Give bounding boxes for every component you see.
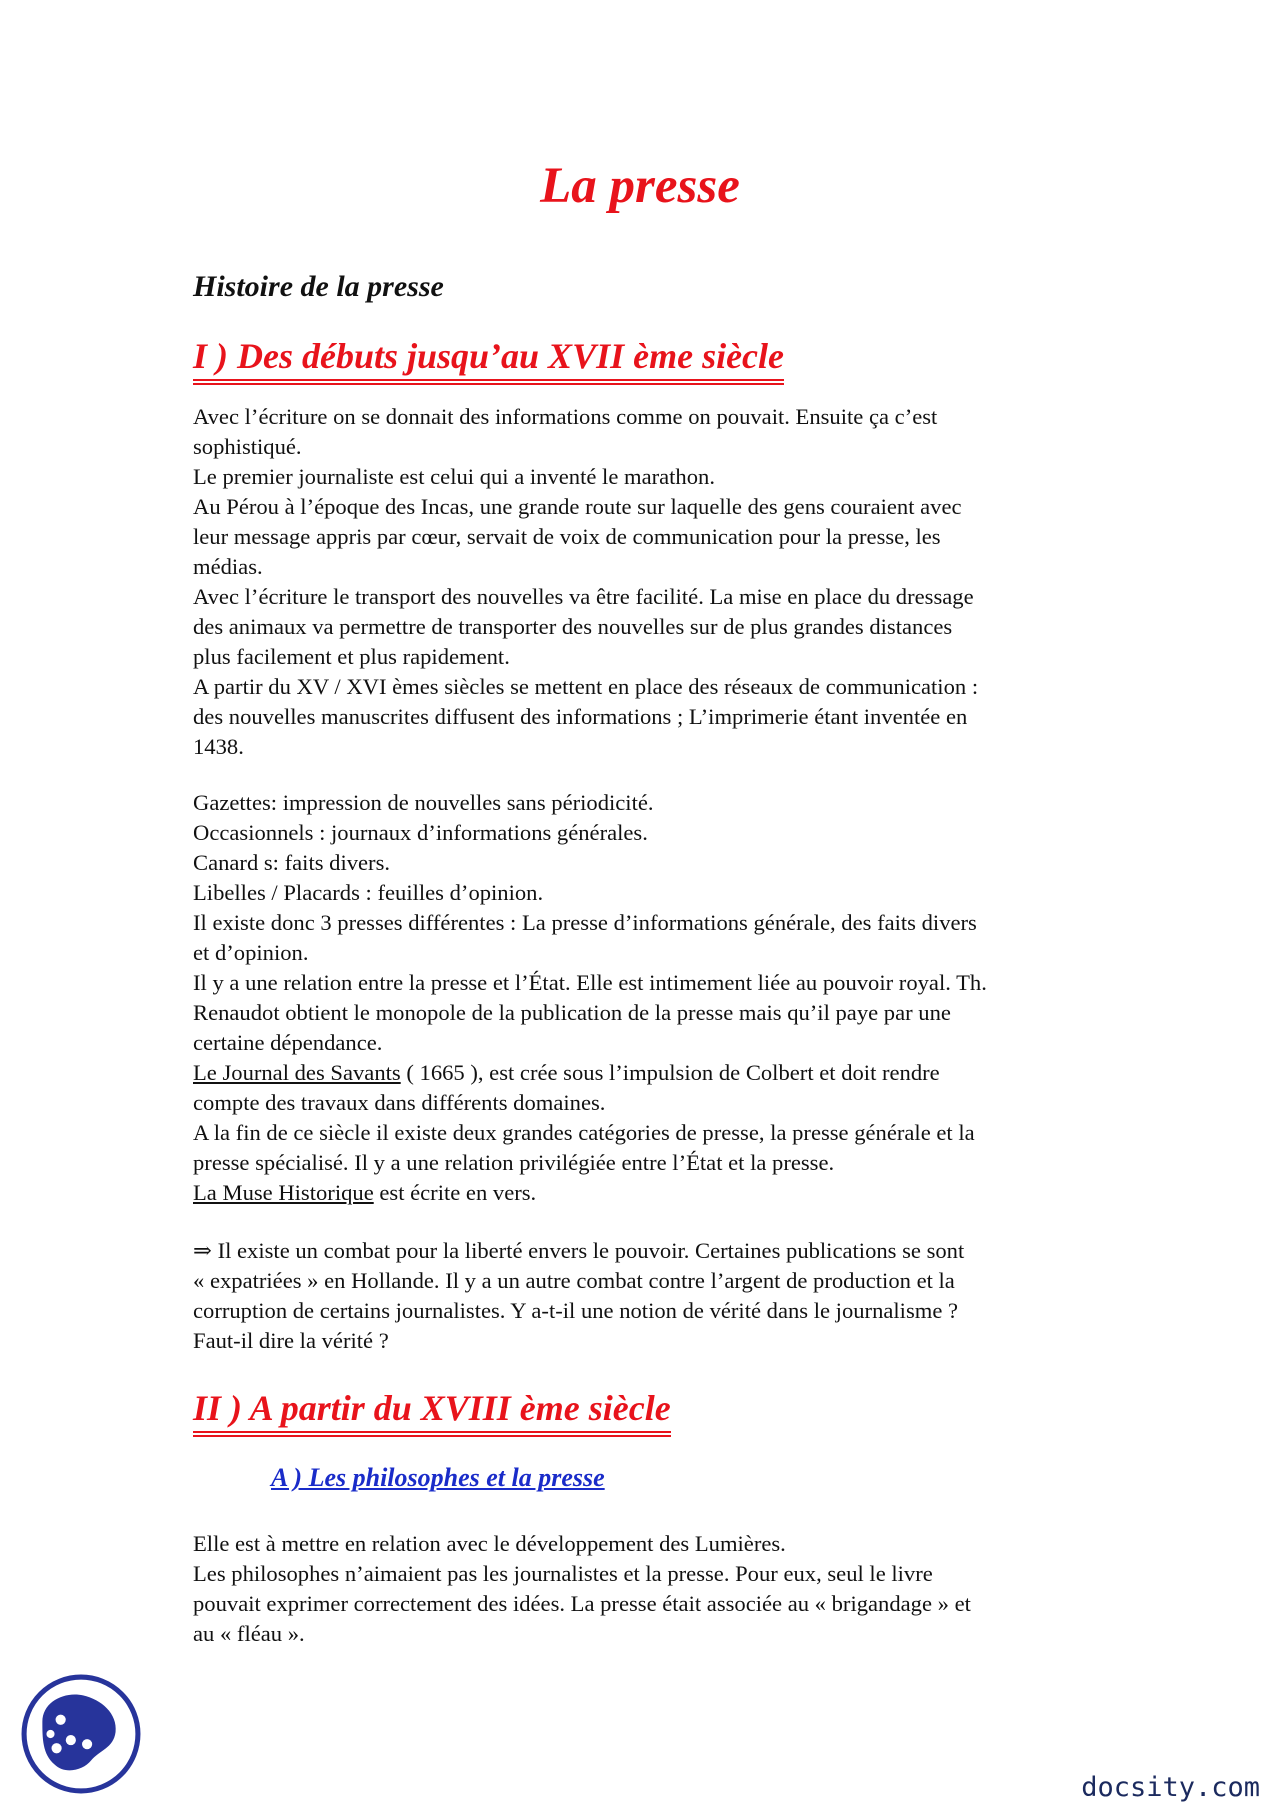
text-line: certaine dépendance.	[193, 1030, 383, 1055]
text-line: Il existe donc 3 presses différentes : La presse d’informations générale, des faits divers	[193, 910, 977, 935]
text-line: sophistiqué.	[193, 434, 302, 459]
section-2-paragraph-1	[193, 1529, 1103, 1649]
text-line: Faut-il dire la vérité ?	[193, 1328, 389, 1353]
text-line: pouvait exprimer correctement des idées. La presse était associée au « brigandage » et	[193, 1591, 971, 1616]
text-line: Au Pérou à l’époque des Incas, une grande route sur laquelle des gens couraient avec	[193, 494, 962, 519]
text-line: A la fin de ce siècle il existe deux grandes catégories de presse, la presse générale et la	[193, 1120, 975, 1145]
text-line: Le premier journaliste est celui qui a inventé le marathon.	[193, 464, 715, 489]
text-line: au « fléau ».	[193, 1621, 305, 1646]
section-1-paragraph-3	[193, 1236, 1103, 1356]
journal-des-savants-text: ( 1665 ), est crée sous l’impulsion de Colbert et doit rendre	[400, 1060, 940, 1085]
text-line: corruption de certains journalistes. Y a-t-il une notion de vérité dans le journalisme ?	[193, 1298, 959, 1323]
text-line: Les philosophes n’aimaient pas les journalistes et la presse. Pour eux, seul le livre	[193, 1561, 933, 1586]
text-line: Il y a une relation entre la presse et l’État. Elle est intimement liée au pouvoir royal. Th.	[193, 970, 987, 995]
docsity-logo-icon[interactable]	[20, 1673, 142, 1795]
document-title: La presse	[540, 158, 740, 214]
text-line: des animaux va permettre de transporter des nouvelles sur de plus grandes distances	[193, 614, 953, 639]
section-2-subheading: A ) Les philosophes et la presse	[271, 1463, 605, 1492]
text-line: Canard s: faits divers.	[193, 850, 391, 875]
section-1-paragraph-2	[193, 788, 1103, 1208]
text-line: compte des travaux dans différents domaines.	[193, 1090, 606, 1115]
text-line: Avec l’écriture on se donnait des informations comme on pouvait. Ensuite ça c’est	[193, 404, 938, 429]
section-1-heading: I ) Des débuts jusqu’au XVII ème siècle	[193, 334, 784, 381]
section-1-paragraph-1	[193, 402, 1103, 762]
text-line: des nouvelles manuscrites diffusent des informations ; L’imprimerie étant inventée en	[193, 704, 968, 729]
text-line: médias.	[193, 554, 263, 579]
text-line: Elle est à mettre en relation avec le développement des Lumières.	[193, 1531, 786, 1556]
text-line: 1438.	[193, 734, 244, 759]
muse-historique-text: est écrite en vers.	[373, 1180, 537, 1205]
text-line: Occasionnels : journaux d’informations générales.	[193, 820, 648, 845]
text-line: A partir du XV / XVI èmes siècles se mettent en place des réseaux de communication :	[193, 674, 979, 699]
text-line: presse spécialisé. Il y a une relation privilégiée entre l’État et la presse.	[193, 1150, 835, 1175]
text-line: leur message appris par cœur, servait de voix de communication pour la presse, les	[193, 524, 941, 549]
text-line	[193, 1178, 1103, 1208]
text-line: Gazettes: impression de nouvelles sans périodicité.	[193, 790, 654, 815]
document-subtitle: Histoire de la presse	[193, 270, 444, 303]
text-line: plus facilement et plus rapidement.	[193, 644, 510, 669]
text-line: Renaudot obtient le monopole de la publication de la presse mais qu’il paye par une	[193, 1000, 951, 1025]
text-line: et d’opinion.	[193, 940, 309, 965]
text-line: Libelles / Placards : feuilles d’opinion.	[193, 880, 544, 905]
docsity-brand-text[interactable]: docsity.com	[1081, 1772, 1260, 1803]
text-line	[193, 1058, 1103, 1088]
journal-des-savants-title: Le Journal des Savants	[193, 1060, 401, 1085]
muse-historique-title: La Muse Historique	[193, 1180, 374, 1205]
text-line: « expatriées » en Hollande. Il y a un autre combat contre l’argent de production et la	[193, 1268, 955, 1293]
section-2-heading: II ) A partir du XVIII ème siècle	[193, 1386, 671, 1433]
text-line: Avec l’écriture le transport des nouvelles va être facilité. La mise en place du dressage	[193, 584, 974, 609]
text-line: ⇒ Il existe un combat pour la liberté envers le pouvoir. Certaines publications se sont	[193, 1238, 965, 1263]
